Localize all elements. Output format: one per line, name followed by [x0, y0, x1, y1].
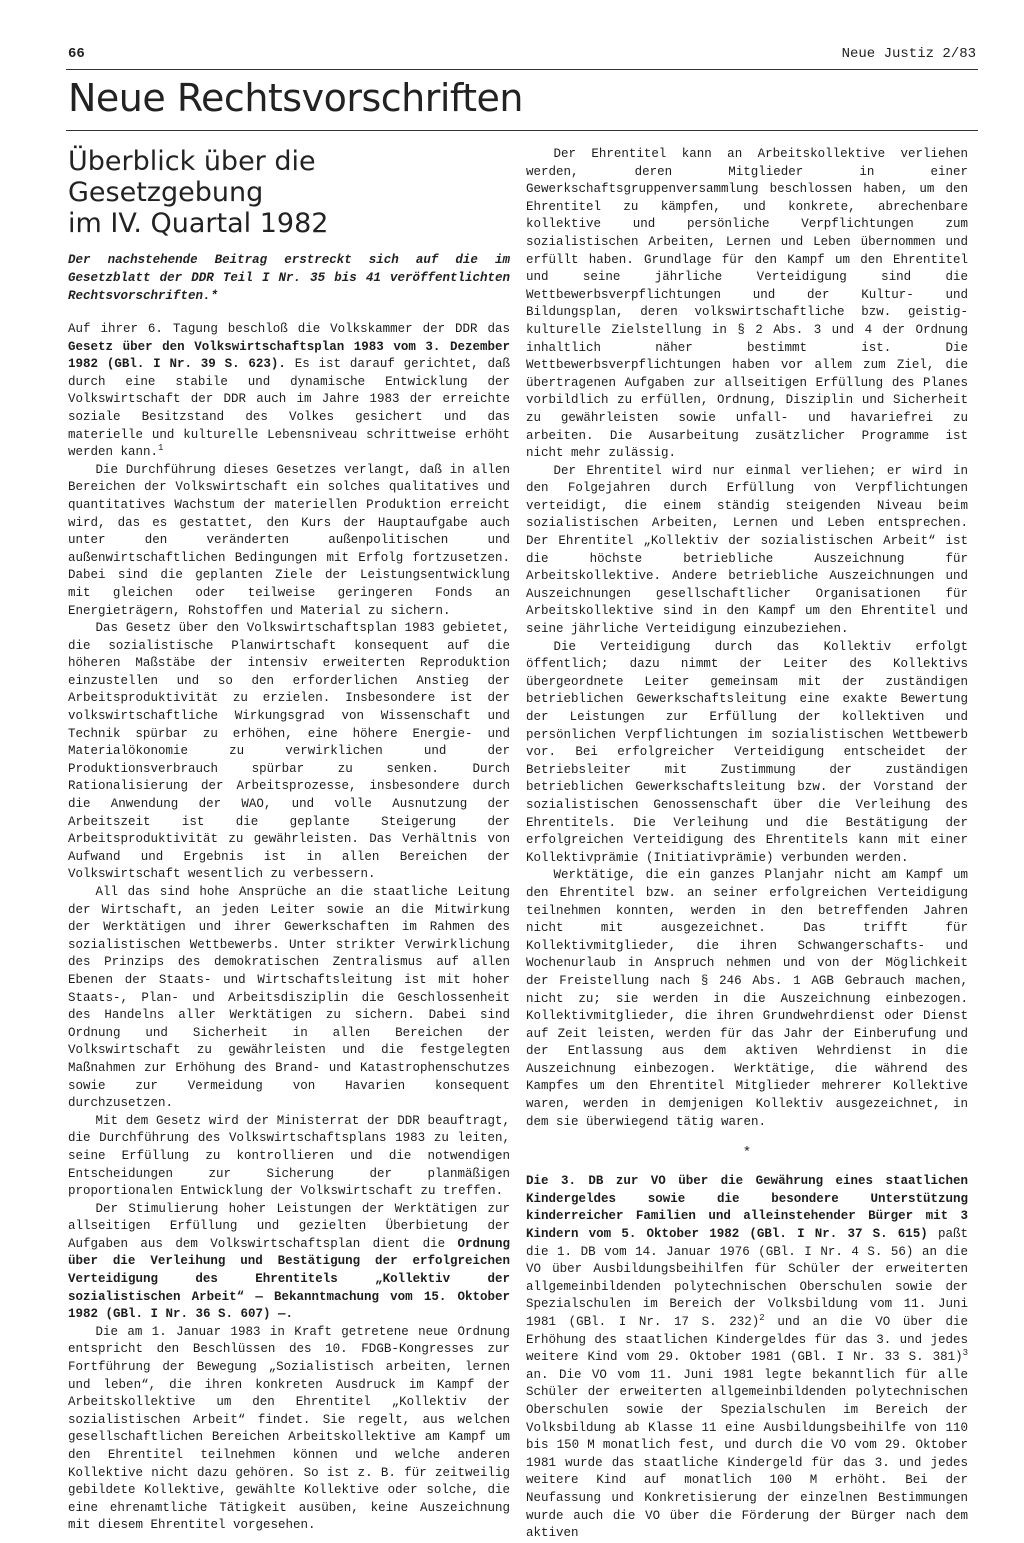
- footnote-ref: 3: [962, 1348, 968, 1359]
- article-title-line1: Überblick über die Gesetzgebung: [68, 146, 316, 208]
- paragraph: Der Ehrentitel kann an Arbeitskollektive verliehen werden, deren Mitglieder in einer Gewerkschaftsgruppenversammlung beschlossen haben, um den Ehrentitel zu kämpfen, und konkrete, abrechenbare kollektive und persönliche Verpflichtungen zum sozialistischen Arbeiten, Lernen und Leben übernommen und erfüllt haben. Grundlage für den Kampf um den Ehrentitel und seine jährliche Verteidigung sind die Wettbewerbsverpflichtungen und der Kultur- und Bildungsplan, deren volkswirtschaftliche bzw. geistig-kulturelle Zielstellung in § 2 Abs. 3 und 4 der Ordnung inhaltlich näher bestimmt ist. Die Wettbewerbsverpflichtungen haben vor allem zum Ziel, die übertragenen Aufgaben zur allseitigen Erfüllung des Planes vorbildlich zu erfüllen, Ordnung, Disziplin und Sicherheit zu gewährleisten sowie unfall- und havariefrei zu arbeiten. Die Ausarbeitung zusätzlicher Programme ist nicht mehr zulässig.: [526, 147, 968, 461]
- paragraph: Der Stimulierung hoher Leistungen der Werktätigen zur allseitigen Erfüllung und gezielten Überbietung der Aufgaben aus dem Volkswirtschaftsplan dient die Ordnung über die Verleihung und Bestätigung der erfolgreichen Verteidigung des Ehrentitels „Kollektiv der sozialistischen Arbeit“ — Bekanntmachung vom 15. Oktober 1982 (GBl. I Nr. 36 S. 607) —.: [68, 1201, 510, 1322]
- paragraph: Die Durchführung dieses Gesetzes verlangt, daß in allen Bereichen der Volkswirtschaft ein solches qualitatives und quantitatives Wachstum der materiellen Produktion erreicht wird, das es gestattet, den Kurs der Hauptaufgabe auch unter den veränderten außenpolitischen und außenwirtschaftlichen Bedingungen mit Erfolg fortzusetzen. Dabei sind die geplanten Ziele der Leistungsentwicklung mit gleichen oder teilweise geringeren Fonds an Energieträgern, Rohstoffen und Material zu sichern.: [68, 462, 510, 618]
- running-header: [68, 46, 976, 68]
- paragraph: Die am 1. Januar 1983 in Kraft getretene neue Ordnung entspricht den Beschlüssen des 10. FDGB-Kongresses zur Fortführung der Bewegung „Sozialistisch arbeiten, lernen und leben“, die ihren konkreten Ausdruck im Kampf der Arbeitskollektive um den Ehrentitel „Kollektiv der sozialistischen Arbeit“ findet. Sie regelt, aus welchen gesellschaftlichen Bereichen Arbeitskollektive am Kampf um den Ehrentitel teilnehmen können und welche anderen Kollektive nicht dazu gehören. So ist z. B. für zeitweilig gebildete Kollektive, gewählte Kollektive oder solche, die eine ehrenamtliche Tätigkeit ausüben, keine Auszeichnung mit diesem Ehrentitel vorgesehen.: [68, 1324, 510, 1533]
- article-title: [68, 146, 510, 239]
- section-separator: *: [742, 1145, 752, 1162]
- section-rule: [66, 130, 978, 131]
- paragraph: Mit dem Gesetz wird der Ministerrat der DDR beauftragt, die Durchführung des Volkswirtschaftsplans 1983 zu leiten, seine Erfüllung zu kontrollieren und die notwendigen Entscheidungen zur Sicherung der planmäßigen proportionalen Entwicklung der Volkswirtschaft zu treffen.: [68, 1113, 510, 1199]
- footnote-ref: 1: [158, 443, 164, 453]
- left-column: [68, 146, 510, 1533]
- article-lead: Der nachstehende Beitrag erstreckt sich auf die im Gesetzblatt der DDR Teil I Nr. 35 bis 41 veröffentlichten Rechtsvorschriften.*: [68, 253, 510, 303]
- footnote-ref: 2: [759, 1312, 765, 1323]
- law-reference: Gesetz über den Volkswirtschaftsplan 1983 vom 3. Dezember 1982 (GBl. I Nr. 39 S. 623).: [68, 339, 510, 372]
- article-title-line2: im IV. Quartal 1982: [68, 208, 329, 239]
- paragraph: Der Ehrentitel wird nur einmal verliehen; er wird in den Folgejahren durch Erfüllung von Verpflichtungen verteidigt, die einem ständig steigenden Niveau beim sozialistischen Arbeiten, Lernen und Leben entsprechen. Der Ehrentitel „Kollektiv der sozialistischen Arbeit“ ist die höchste betriebliche Auszeichnung für Arbeitskollektive. Andere betriebliche Auszeichnungen und Auszeichnungen gesellschaftlicher Organisationen für Arbeitskollektive sind in den Kampf um den Ehrentitel und seine jährliche Verteidigung einzubeziehen.: [526, 463, 968, 637]
- paragraph: Die 3. DB zur VO über die Gewährung eines staatlichen Kindergeldes sowie die besondere Unterstützung kinderreicher Familien und alleinstehender Bürger mit 3 Kindern vom 5. Oktober 1982 (GBl. I Nr. 37 S. 615) paßt die 1. DB vom 14. Januar 1976 (GBl. I Nr. 4 S. 56) an die VO über Ausbildungsbeihilfen für Schüler der erweiterten allgemeinbildenden polytechnischen Oberschulen sowie der Spezialschulen im Bereich der Volksbildung vom 11. Juni 1981 (GBl. I Nr. 17 S. 232)$^2$ und an die VO über die Erhöhung des staatlichen Kindergeldes für das 3. und jedes weitere Kind vom 29. Oktober 1981 (GBl. I Nr. 33 S. 381)$^3$ an. Die VO vom 11. Juni 1981 legte bekanntlich für alle Schüler der erweiterten allgemeinbildenden polytechnischen Oberschulen sowie der Spezialschulen im Bereich der Volksbildung ab Klasse 11 eine Ausbildungsbeihilfe von 110 bis 150 M monatlich fest, und durch die VO vom 29. Oktober 1981 wurde das staatliche Kindergeld für das 3. und jedes weitere Kind auf monatlich 100 M erhöht. Bei der Neufassung und Konkretisierung der einzelnen Bestimmungen wurde auch die VO über die Förderung der Bürger nach dem aktiven: [526, 1174, 968, 1541]
- paragraph: Auf ihrer 6. Tagung beschloß die Volkskammer der DDR das Gesetz über den Volkswirtschaftsplan 1983 vom 3. Dezember 1982 (GBl. I Nr. 39 S. 623). Es ist darauf gerichtet, daß durch eine stabile und dynamische Entwicklung der Volkswirtschaft der DDR auch im Jahre 1983 der erreichte soziale Besitzstand des Volkes gesichert und das materielle und kulturelle Lebensniveau schrittweise erhöht werden kann.$^1$: [68, 322, 510, 460]
- paragraph: Die Verteidigung durch das Kollektiv erfolgt öffentlich; dazu nimmt der Leiter des Kollektivs übergeordnete Leiter gemeinsam mit der zuständigen betrieblichen Gewerkschaftsleitung eine exakte Bewertung der Leistungen zur Erfüllung der kollektiven und persönlichen Verpflichtungen im sozialistischen Wettbewerb vor. Bei erfolgreicher Verteidigung entscheidet der Betriebsleiter mit Zustimmung der zuständigen betrieblichen Gewerkschaftsleitung bzw. der Vorstand der sozialistischen Genossenschaft über die Verleihung des Ehrentitels. Die Verleihung und die Bestätigung der erfolgreichen Verteidigung des Ehrentitels kann mit einer Kollektivprämie (Initiativprämie) verbunden werden.: [526, 639, 968, 865]
- paragraph: All das sind hohe Ansprüche an die staatliche Leitung der Wirtschaft, an jeden Leiter sowie an die Mitwirkung der Werktätigen und ihrer Gewerkschaften im Rahmen des sozialistischen Wettbewerbs. Unter strikter Verwirklichung des Prinzips des demokratischen Zentralismus auf allen Ebenen der Staats- und Wirtschaftsleitung ist mit hoher Staats-, Plan- und Arbeitsdisziplin die Geschlossenheit des Handelns aller Werktätigen zu sichern. Dabei sind Ordnung und Sicherheit in allen Bereichen der Volkswirtschaft zu gewährleisten und die festgelegten Maßnahmen zur Erhöhung des Brand- und Katastrophenschutzes sowie zur Vermeidung von Havarien konsequent durchzusetzen.: [68, 885, 510, 1111]
- paragraph: Werktätige, die ein ganzes Planjahr nicht am Kampf um den Ehrentitel bzw. an seiner erfolgreichen Verteidigung teilnehmen konnten, werden in den betreffenden Jahren nicht mit ausgezeichnet. Das trifft für Kollektivmitglieder, die ihren Schwangerschafts- und Wochenurlaub in Anspruch nehmen und von der Möglichkeit der Freistellung nach § 246 Abs. 1 AGB Gebrauch machen, nicht zu; sie werden in die Auszeichnung einbezogen. Kollektivmitglieder, die ihren Grundwehrdienst oder Dienst auf Zeit leisten, werden für das Jahr der Einberufung und der Entlassung aus dem aktiven Wehrdienst in die Auszeichnung einbezogen. Werktätige, die während des Kampfes um den Ehrentitel Mitglieder mehrerer Kollektive waren, werden in demjenigen Kollektiv ausgezeichnet, in dem sie überwiegend tätig waren.: [526, 868, 968, 1129]
- page-number: 66: [68, 46, 85, 62]
- journal-issue: Neue Justiz 2/83: [841, 46, 976, 62]
- right-column: [526, 146, 968, 1541]
- law-reference: Die 3. DB zur VO über die Gewährung eines staatlichen Kindergeldes sowie die besondere Unterstützung kinderreicher Familien und alleinstehender Bürger mit 3 Kindern vom 5. Oktober 1982 (GBl. I Nr. 37 S. 615): [526, 1174, 968, 1242]
- section-title: Neue Rechtsvorschriften: [68, 76, 523, 120]
- header-rule: [66, 69, 978, 70]
- law-reference: Ordnung über die Verleihung und Bestätigung der erfolgreichen Verteidigung des Ehrentitels „Kollektiv der sozialistischen Arbeit“ — Bekanntmachung vom 15. Oktober 1982 (GBl. I Nr. 36 S. 607) —.: [68, 1236, 510, 1322]
- paragraph: Das Gesetz über den Volkswirtschaftsplan 1983 gebietet, die sozialistische Planwirtschaft konsequent auf die höheren Maßstäbe der intensiv erweiterten Reproduktion einzustellen und so den erforderlichen Anstieg der Arbeitsproduktivität zu erzielen. Insbesondere ist der volkswirtschaftliche Wirkungsgrad von Wissenschaft und Technik spürbar zu erhöhen, eine höhere Energie- und Materialökonomie zu verwirklichen und der Produktionsverbrauch spürbar zu senken. Durch Rationalisierung der Arbeitsprozesse, insbesondere durch die Anwendung der WAO, und volle Ausnutzung der Arbeitszeit ist die geplante Steigerung der Arbeitsproduktivität zu gewährleisten. Das Verhältnis von Aufwand und Ergebnis ist in allen Bereichen der Volkswirtschaft wesentlich zu verbessern.: [68, 621, 510, 882]
